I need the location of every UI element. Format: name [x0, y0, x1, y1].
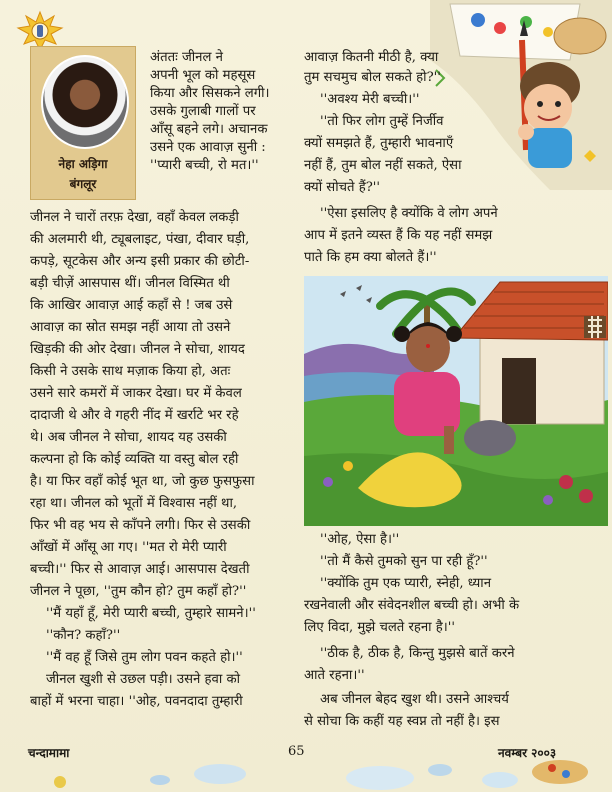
text-line: दादाजी थे और वे गहरी नींद में खर्राटे भर रहे	[30, 408, 239, 423]
text-line: कल्पना हो कि कोई व्यक्ति या वस्तु बोल रही	[30, 452, 239, 467]
text-line: नहीं हैं, तुम बोल नहीं सकते, ऐसा	[304, 158, 462, 173]
text-line: किसी ने उसके साथ मज़ाक किया हो, अतः	[30, 364, 231, 379]
text-line: अंततः जीनल ने	[150, 50, 223, 65]
author-photo	[41, 55, 129, 149]
text-line: जीनल खुशी से उछल पड़ी। उसने हवा को	[46, 672, 241, 687]
author-name: नेहा अड़िगा	[58, 157, 108, 171]
text-line: बड़ी चीज़ें आसपास थीं। जीनल विस्मित थी	[30, 276, 230, 291]
sun-emblem-icon	[16, 10, 64, 50]
text-line: लिए विदा, मुझे चलते रहना है।''	[304, 620, 456, 635]
author-city: बंगलूर	[69, 177, 97, 191]
text-line: आँसू बहने लगे। अचानक	[150, 122, 268, 137]
text-line: जीनल ने चारों तरफ़ देखा, वहाँ केवल लकड़ी	[30, 210, 239, 225]
story-illustration	[304, 276, 608, 526]
text-line: की अलमारी थी, ट्यूबलाइट, पंखा, दीवार घड़ी,	[30, 232, 250, 247]
issue-date: नवम्बर २००३	[498, 746, 557, 760]
text-line: उसने सारे कमरों में जाकर देखा। घर में केवल	[30, 386, 242, 401]
text-line: है। या फिर वहाँ कोई भूत था, जो कुछ फुसफुसा	[30, 474, 255, 489]
text-line: ''अवश्य मेरी बच्ची।''	[320, 92, 420, 107]
text-line: आप में इतने व्यस्त हैं कि यह नहीं समझ	[304, 228, 493, 243]
text-line: कि आखिर आवाज़ आई कहाँ से ! जब उसे	[30, 298, 233, 313]
text-line: किया और सिसकने लगी।	[150, 86, 270, 101]
text-line: खिड़की की ओर देखा। जीनल ने सोचा, शायद	[30, 342, 245, 357]
author-card	[30, 46, 136, 200]
text-line: ''ऐसा इसलिए है क्योंकि वे लोग अपने	[320, 206, 498, 221]
text-line: क्यों समझते हैं, तुम्हारी भावनाएँ	[304, 136, 454, 151]
text-line: बच्ची।'' फिर से आवाज़ आई। आसपास देखती	[30, 562, 250, 577]
text-line: अपनी भूल को महसूस	[150, 68, 256, 83]
text-line: ''तो फिर लोग तुम्हें निर्जीव	[320, 114, 444, 129]
text-line: उसने एक आवाज़ सुनी :	[150, 140, 266, 155]
text-line: फिर भी वह भय से काँपने लगी। फिर से उसकी	[30, 518, 251, 533]
text-line: ''प्यारी बच्ची, रो मत।''	[150, 158, 259, 173]
text-line: ''मैं यहाँ हूँ, मेरी प्यारी बच्ची, तुम्हारे सामने।''	[46, 606, 256, 621]
text-line: आते रहना।''	[304, 668, 365, 683]
text-line: ''क्योंकि तुम एक प्यारी, स्नेही, ध्यान	[320, 576, 492, 591]
text-line: ''ओह, ऐसा है।''	[320, 532, 400, 547]
text-line: आवाज़ कितनी मीठी है, क्या	[304, 50, 439, 65]
text-line: क्यों सोचते हैं?''	[304, 180, 381, 195]
text-line: आँखों में आँसू आ गए। ''मत रो मेरी प्यारी	[30, 540, 227, 555]
text-line: पाते कि हम क्या बोलते हैं।''	[304, 250, 437, 265]
text-line: से सोचा कि कहीं यह स्वप्न तो नहीं है। इस	[304, 714, 500, 729]
text-line: आवाज़ का स्रोत समझ नहीं आया तो उसने	[30, 320, 231, 335]
text-line: ''मैं वह हूँ जिसे तुम लोग पवन कहते हो।''	[46, 650, 243, 665]
text-line: ''तो मैं कैसे तुमको सुन पा रही हूँ?''	[320, 554, 488, 569]
text-line: जीनल ने पूछा, ''तुम कौन हो? तुम कहाँ हो?''	[30, 584, 247, 599]
text-line: उसके गुलाबी गालों पर	[150, 104, 256, 119]
text-line: कपड़े, सूटकेस और अन्य इसी प्रकार की छोटी-	[30, 254, 250, 269]
text-line: तुम सचमुच बोल सकते हो?''	[304, 70, 441, 85]
text-line: ''ठीक है, ठीक है, किन्तु मुझसे बातें करने	[320, 646, 515, 661]
magazine-name: चन्दामामा	[28, 746, 70, 760]
text-line: थे। अब जीनल ने सोचा, शायद यह उसकी	[30, 430, 227, 445]
text-line: अब जीनल बेहद खुश थी। उसने आश्चर्य	[320, 692, 509, 707]
text-line: ''कौन? कहाँ?''	[46, 628, 121, 643]
text-line: रहा था। जीनल को भूतों में विश्वास नहीं था,	[30, 496, 238, 511]
page-number: 65	[288, 744, 305, 759]
text-line: बाहों में भरना चाहा। ''ओह, पवनदादा तुम्हारी	[30, 694, 243, 709]
text-line: रखनेवाली और संवेदनशील बच्ची हो। अभी के	[304, 598, 520, 613]
